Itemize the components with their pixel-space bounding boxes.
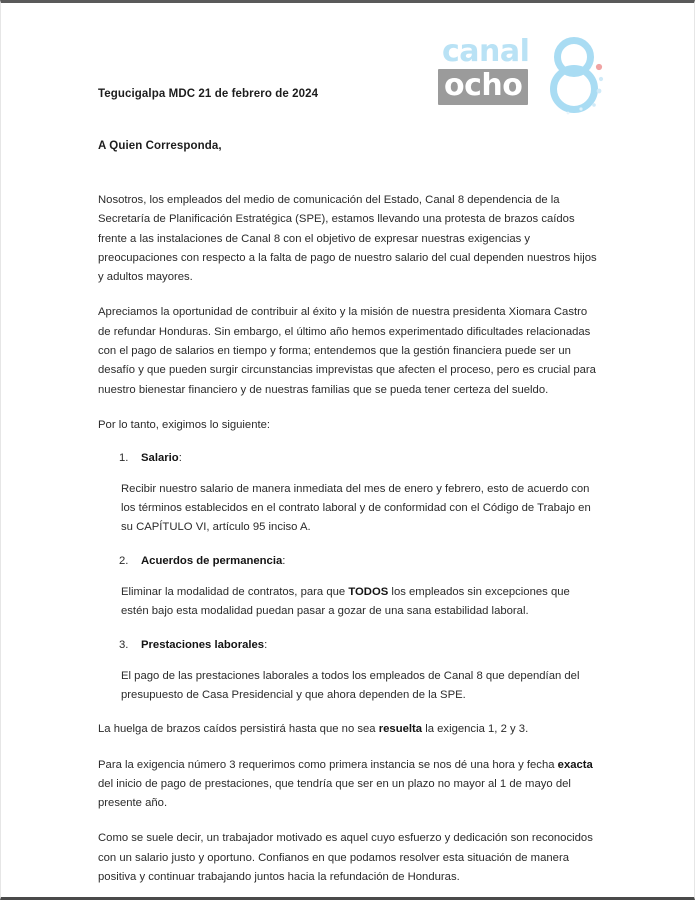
letter-body — [98, 191, 598, 900]
demand-3-title: Prestaciones laborales — [141, 639, 265, 652]
body-paragraph-3 — [98, 720, 598, 739]
demand-2-number: 2. — [119, 555, 129, 568]
list-item — [98, 449, 598, 537]
letter-salutation: A Quien Corresponda, — [98, 140, 222, 152]
canal-ocho-logo — [438, 34, 608, 115]
demands-list — [98, 449, 598, 705]
paragraph-4-after: del inicio de pago de prestaciones, que tendría que ser en un plazo no mayor al 1 de mayo del presente año. — [98, 777, 571, 810]
logo-ocho-box — [438, 69, 528, 105]
demand-2-text — [98, 583, 598, 622]
demands-intro: Por lo tanto, exigimos lo siguiente: — [98, 418, 271, 431]
demand-1-number: 1. — [119, 452, 129, 465]
paragraph-3-bold: resuelta — [378, 723, 423, 736]
demand-2-text-before: Eliminar la modalidad de contratos, para que — [121, 585, 349, 598]
demand-2-title: Acuerdos de permanencia — [141, 555, 283, 568]
demand-2-heading — [98, 552, 598, 571]
demand-3-text: El pago de las prestaciones laborales a todos los empleados de Canal 8 que dependían del presupuesto de Casa Presidencial y que ahora dependen de la SPE. — [121, 669, 580, 701]
demand-3-number: 3. — [119, 639, 129, 652]
logo-eight-numeral-icon — [550, 33, 608, 115]
list-item — [98, 552, 598, 621]
body-paragraph-5: Como se suele decir, un trabajador motivado es aquel cuyo esfuerzo y dedicación son reconocidos con un salario justo y oportuno. Confianos en que podamos resolver esta situación de manera positiva y continuar trabajando juntos hacia la refundación de Honduras. — [98, 832, 593, 884]
paragraph-3-before: La huelga de brazos caídos persistirá hasta que no sea — [98, 723, 379, 736]
list-item — [98, 636, 598, 705]
letter-date-line: Tegucigalpa MDC 21 de febrero de 2024 — [98, 88, 319, 100]
logo-wordmark — [438, 34, 550, 105]
demand-3-heading — [98, 636, 598, 655]
demand-2-colon: : — [282, 555, 286, 568]
demand-2-text-after: los empleados sin excepciones que estén bajo esta modalidad puedan pasar a gozar de una sana estabilidad laboral. — [121, 585, 570, 618]
paragraph-4-before: Para la exigencia número 3 requerimos como primera instancia se nos dé una hora y fecha — [98, 758, 558, 771]
logo-canal-text: canal — [442, 34, 530, 69]
demand-1-title: Salario — [141, 452, 179, 465]
paragraph-3-after: la exigencia 1, 2 y 3. — [422, 723, 529, 736]
paragraph-4-bold: exacta — [557, 758, 593, 771]
body-paragraph-4 — [98, 756, 598, 814]
demand-3-colon: : — [264, 639, 268, 652]
body-paragraph-2: Apreciamos la oportunidad de contribuir al éxito y la misión de nuestra presidenta Xiomara Castro de refundar Honduras. Sin embargo, el último año hemos experimentado dificultades relacionadas con el pago de salarios en tiempo y forma; entendemos que la gestión financiera puede ser un desafío y que pueden surgir circunstancias imprevistas que afecten el proceso, pero es crucial para nuestro bienestar financiero y de nuestras familias que se pueda tener certeza del sueldo. — [98, 306, 596, 396]
demand-2-bold-word: TODOS — [348, 585, 389, 598]
demand-1-heading — [98, 449, 598, 468]
demand-1-text: Recibir nuestro salario de manera inmediata del mes de enero y febrero, esto de acuerdo con los términos establecidos en el contrato laboral y de conformidad con el Código de Trabajo en su CAPÍTULO VI, artículo 95 inciso A. — [121, 482, 591, 534]
demand-1-colon: : — [178, 452, 182, 465]
logo-ocho-text: ocho — [444, 68, 523, 103]
body-paragraph-1: Nosotros, los empleados del medio de comunicación del Estado, Canal 8 dependencia de la Secretaría de Planificación Estratégica (SPE), estamos llevando una protesta de brazos caídos frente a las instalaciones de Canal 8 con el objetivo de expresar nuestras exigencias y preocupaciones con respecto a la falta de pago de nuestro salario del cual dependen nuestros hijos y adultos mayores. — [98, 194, 597, 284]
